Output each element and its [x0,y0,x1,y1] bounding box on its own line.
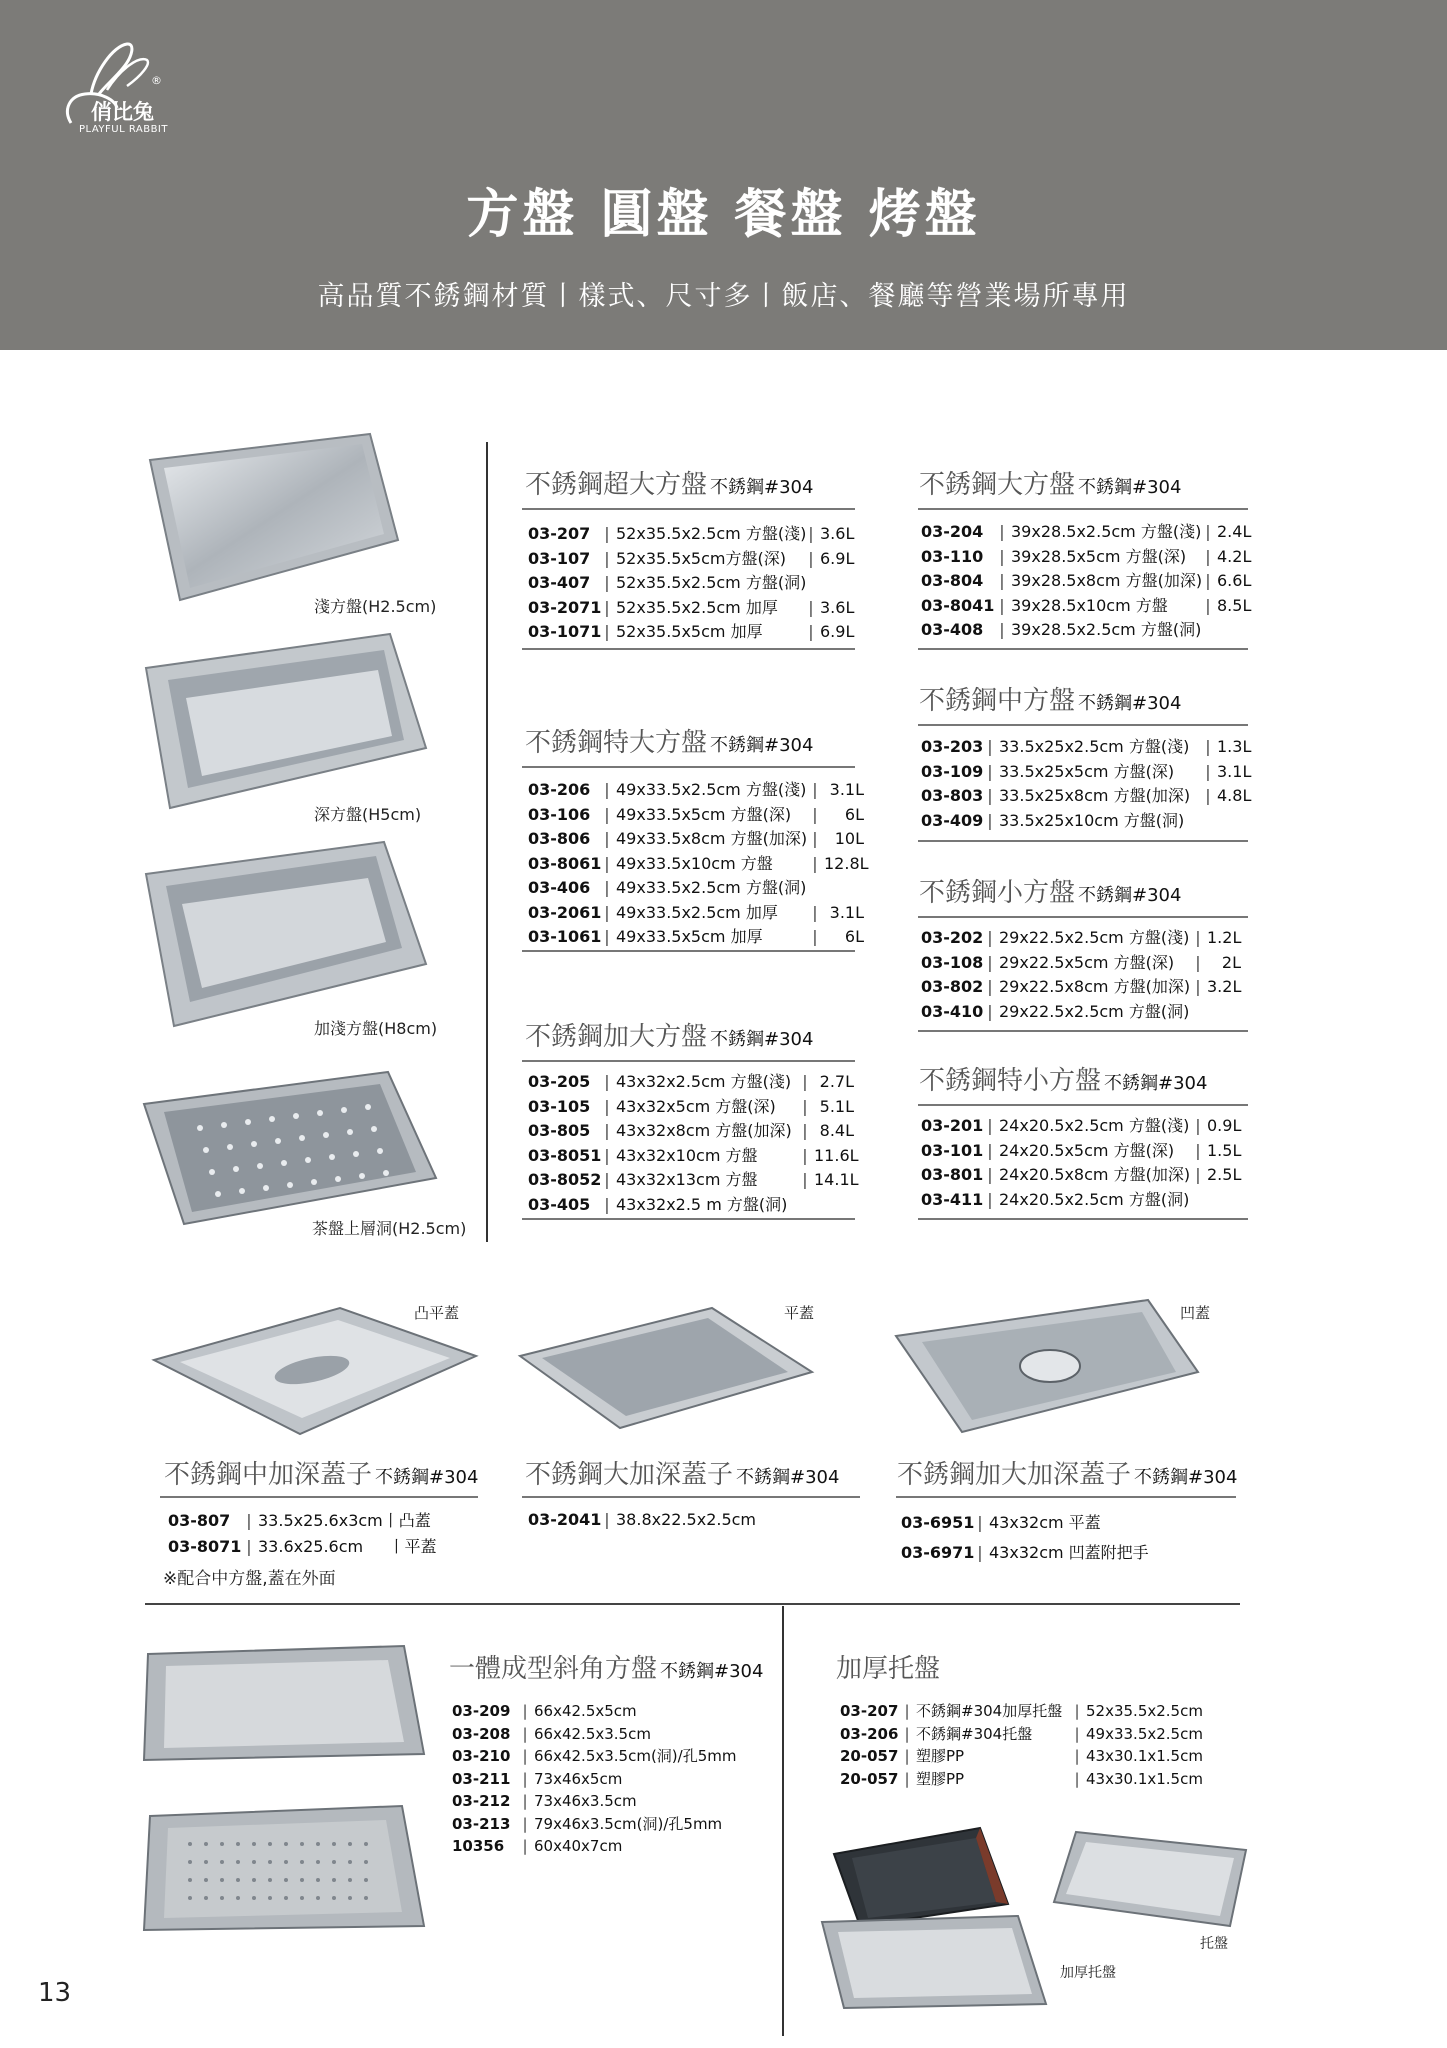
table-row: 03-2041 | 38.8x22.5x2.5cm [528,1510,757,1529]
shallow-tray-image [140,430,400,610]
table-row: 03-8041 | 39x28.5x10cm 方盤 | 8.5L [921,595,1252,615]
table-row: 03-204 | 39x28.5x2.5cm 方盤(淺) | 2.4L [921,522,1252,541]
table-row: 03-408 | 39x28.5x2.5cm 方盤(洞) [921,620,1202,639]
section-rule [918,1218,1248,1220]
brand-name: 俏比兔 [91,100,154,124]
table-row: 03-205 | 43x32x2.5cm 方盤(淺) | 2.7L [528,1072,854,1091]
spec-table-bevel [452,1700,736,1858]
section-rule [918,648,1248,650]
section-rule [522,1496,860,1498]
table-row: 20-057 | 塑膠PP | 43x30.1x1.5cm [840,1769,1203,1788]
spec-table-extra-small [921,1114,1241,1212]
section-title-xxl: 不銹鋼超大方盤 不銹鋼#304 [525,470,814,500]
section-rule [918,1104,1248,1106]
table-row: 03-805 | 43x32x8cm 方盤(加深) | 8.4L [528,1121,854,1140]
registered-mark: ® [151,74,162,87]
table-row: 03-206 | 不銹鋼#304托盤 | 49x33.5x2.5cm [840,1724,1203,1743]
table-row: 03-106 | 49x33.5x5cm 方盤(深) | 6L [528,804,864,824]
table-row: 03-411 | 24x20.5x2.5cm 方盤(洞) [921,1189,1190,1209]
table-row: 03-202 | 29x22.5x2.5cm 方盤(淺) | 1.2L [921,928,1242,947]
table-row: 03-804 | 39x28.5x8cm 方盤(加深) | 6.6L [921,571,1252,590]
table-row: 03-207 | 52x35.5x2.5cm 方盤(淺) | 3.6L [528,524,855,543]
table-row: 03-6951 | 43x32cm 平蓋 [901,1513,1101,1532]
concave-lid-label: 凹蓋 [1180,1304,1211,1322]
lid-note: ※配合中方盤,蓋在外面 [163,1569,336,1589]
table-row: 03-210 | 66x42.5x3.5cm(洞)/孔5mm [452,1747,737,1765]
column-divider [486,442,488,1242]
section-title-lid-large: 不銹鋼大加深蓋子 不銹鋼#304 [525,1460,840,1490]
steel-tray-image [1050,1828,1250,1928]
section-rule [522,508,855,510]
table-row: 03-209 | 66x42.5x5cm [452,1702,637,1720]
table-row: 03-211 | 73x46x5cm [452,1769,623,1788]
table-row: 03-807 | 33.5x25.6x3cm丨凸蓋 [168,1511,431,1530]
concave-lid-image [892,1296,1202,1436]
section-title-small: 不銹鋼小方盤 不銹鋼#304 [919,878,1182,908]
table-row: 20-057 | 塑膠PP | 43x30.1x1.5cm [840,1747,1203,1765]
extra-deep-tray-image [140,838,430,1028]
table-row: 03-410 | 29x22.5x2.5cm 方盤(洞) [921,1001,1190,1021]
thick-steel-tray-image [818,1912,1050,2012]
table-row: 03-110 | 39x28.5x5cm 方盤(深) | 4.2L [921,546,1252,566]
section-rule [918,916,1248,918]
spec-table-lid-large [528,1508,756,1533]
table-row: 03-8071 | 33.6x25.6cm 丨平蓋 [168,1537,437,1556]
table-row: 10356 | 60x40x7cm [452,1837,623,1855]
spec-table-xl [528,778,869,950]
column-divider [782,1606,784,2036]
tray-label: 托盤 [1200,1936,1228,1952]
deep-tray-label: 深方盤(H5cm) [314,805,422,824]
row-divider [145,1603,1240,1605]
table-row: 03-203 | 33.5x25x2.5cm 方盤(淺) | 1.3L [921,737,1252,756]
section-title-lid-medium: 不銹鋼中加深蓋子 不銹鋼#304 [164,1460,479,1490]
table-row: 03-207 | 不銹鋼#304加厚托盤 | 52x35.5x2.5cm [840,1702,1203,1720]
table-row: 03-1071 | 52x35.5x5cm 加厚 | 6.9L [528,622,855,641]
table-row: 03-212 | 73x46x3.5cm [452,1792,637,1810]
shallow-tray-label: 淺方盤(H2.5cm) [314,597,437,616]
table-row: 03-806 | 49x33.5x8cm 方盤(加深) | 10L [528,829,864,848]
table-row: 03-8051 | 43x32x10cm 方盤 | 11.6L [528,1145,859,1165]
table-row: 03-6971 | 43x32cm 凹蓋附把手 [901,1543,1149,1562]
spec-table-lid-medium [168,1508,437,1560]
brand-subtitle: PLAYFUL RABBIT [79,124,168,135]
perforated-tray-label: 茶盤上層洞(H2.5cm) [312,1219,467,1238]
section-title-medium: 不銹鋼中方盤 不銹鋼#304 [919,686,1182,716]
section-rule [918,508,1248,510]
table-row: 03-109 | 33.5x25x5cm 方盤(深) | 3.1L [921,761,1252,781]
section-title-extra-small: 不銹鋼特小方盤 不銹鋼#304 [919,1066,1208,1096]
flat-lid-label: 平蓋 [784,1304,815,1322]
section-rule [522,950,855,952]
section-title-bevel: 一體成型斜角方盤 不銹鋼#304 [449,1654,764,1684]
table-row: 03-8061 | 49x33.5x10cm 方盤 | 12.8L [528,853,869,873]
page-subtitle: 高品質不銹鋼材質丨樣式、尺寸多丨飯店、餐廳等營業場所專用 [317,281,1130,312]
deep-tray-image [140,628,430,818]
table-row: 03-101 | 24x20.5x5cm 方盤(深) | 1.5L [921,1140,1242,1160]
table-row: 03-107 | 52x35.5x5cm方盤(深) | 6.9L [528,548,855,568]
table-row: 03-213 | 79x46x3.5cm(洞)/孔5mm [452,1814,723,1833]
table-row: 03-2071 | 52x35.5x2.5cm 加厚 | 3.6L [528,597,855,617]
table-row: 03-201 | 24x20.5x2.5cm 方盤(淺) | 0.9L [921,1116,1242,1135]
table-row: 03-1061 | 49x33.5x5cm 加厚 | 6L [528,927,864,946]
table-row: 03-409 | 33.5x25x10cm 方盤(洞) [921,810,1185,830]
spec-table-xxl [528,522,854,645]
table-row: 03-802 | 29x22.5x8cm 方盤(加深) | 3.2L [921,977,1242,996]
bevel-tray-image [140,1644,430,1764]
section-rule [918,1030,1248,1032]
brand-logo [55,38,195,138]
table-row: 03-405 | 43x32x2.5 m 方盤(洞) [528,1194,788,1214]
spec-table-thick-tray [840,1700,1203,1790]
flat-lid-image [516,1300,816,1430]
table-row: 03-206 | 49x33.5x2.5cm 方盤(淺) | 3.1L [528,780,864,799]
table-row: 03-208 | 66x42.5x3.5cm [452,1724,651,1743]
thick-tray-label: 加厚托盤 [1060,1965,1116,1981]
section-title-xl: 不銹鋼特大方盤 不銹鋼#304 [525,728,814,758]
table-row: 03-406 | 49x33.5x2.5cm 方盤(洞) [528,878,807,897]
page-title: 方盤 圓盤 餐盤 烤盤 [466,185,981,245]
spec-table-large [921,520,1251,643]
section-title-thick-tray: 加厚托盤 [836,1654,941,1684]
table-row: 03-8052 | 43x32x13cm 方盤 | 14.1L [528,1170,859,1189]
section-rule [918,840,1248,842]
spec-table-medium [921,735,1251,833]
section-rule [522,766,855,768]
table-row: 03-801 | 24x20.5x8cm 方盤(加深) | 2.5L [921,1165,1242,1184]
section-rule [522,1218,855,1220]
section-rule [522,648,855,650]
section-title-plus: 不銹鋼加大方盤 不銹鋼#304 [525,1022,814,1052]
section-rule [896,1496,1236,1498]
section-title-lid-plus: 不銹鋼加大加深蓋子 不銹鋼#304 [897,1460,1238,1490]
section-rule [522,1060,855,1062]
bevel-perforated-tray-image [140,1804,430,1934]
table-row: 03-803 | 33.5x25x8cm 方盤(加深) | 4.8L [921,786,1252,805]
table-row: 03-2061 | 49x33.5x2.5cm 加厚 | 3.1L [528,902,864,922]
convex-lid-label: 凸平蓋 [414,1304,460,1322]
section-rule [160,1496,478,1498]
table-row: 03-108 | 29x22.5x5cm 方盤(深) | 2L [921,952,1241,972]
extra-deep-tray-label: 加淺方盤(H8cm) [314,1019,438,1038]
page-number: 13 [38,1978,72,2008]
spec-table-lid-plus [901,1508,1149,1568]
spec-table-small [921,926,1241,1024]
table-row: 03-407 | 52x35.5x2.5cm 方盤(洞) [528,573,807,592]
section-title-large: 不銹鋼大方盤 不銹鋼#304 [919,470,1182,500]
section-rule [918,724,1248,726]
table-row: 03-105 | 43x32x5cm 方盤(深) | 5.1L [528,1096,854,1116]
perforated-tray-image [140,1068,440,1228]
spec-table-plus [528,1070,859,1217]
